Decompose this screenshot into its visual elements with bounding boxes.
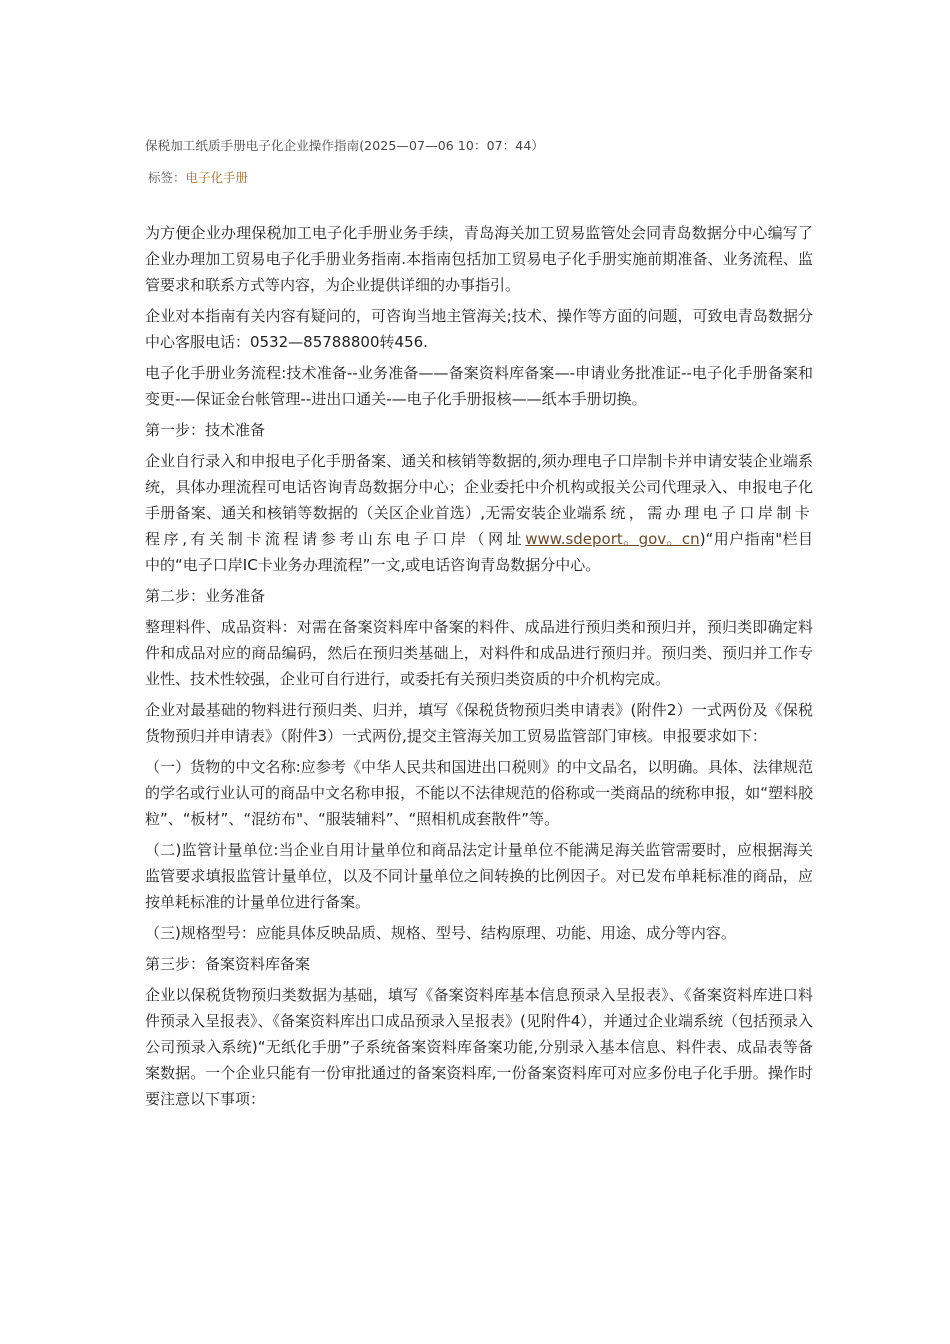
step-3-heading: 第三步：备案资料库备案 bbox=[145, 955, 311, 973]
tags-label: 标签： bbox=[148, 170, 186, 185]
step-1-heading: 第一步：技术准备 bbox=[145, 421, 266, 439]
requirement-2-paragraph: （二)监管计量单位:当企业自用计量单位和商品法定计量单位不能满足海关监管需要时，应根据海关监管要求填报监管计量单位，以及不同计量单位之间转换的比例因子。对已发布单耗标准的商品，应按单耗标准的计量单位进行备案。 bbox=[145, 841, 813, 911]
step-1-text-after: )“用户指南"栏目中的“电子口岸IC卡业务办理流程”一文,或电话咨询青岛数据分中心。 bbox=[145, 530, 813, 574]
step-2-paragraph-1: 整理料件、成品资料：对需在备案资料库中备案的料件、成品进行预归类和预归并，预归类即确定料件和成品对应的商品编码，然后在预归类基础上，对料件和成品进行预归并。预归类、预归并工作专业性、技术性较强，企业可自行进行，或委托有关预归类资质的中介机构完成。 bbox=[145, 618, 813, 688]
requirement-3-paragraph: （三)规格型号：应能具体反映品质、规格、型号、结构原理、功能、用途、成分等内容。 bbox=[145, 924, 736, 942]
step-1-paragraph bbox=[145, 448, 813, 578]
document-title: 保税加工纸质手册电子化企业操作指南(2025—07—06 10：07：44） bbox=[145, 138, 544, 153]
step-3-paragraph: 企业以保税货物预归类数据为基础，填写《备案资料库基本信息预录入呈报表》、《备案资料库进口料件预录入呈报表》、《备案资料库出口成品预录入呈报表》(见附件4），并通过企业端系统（包括预录入公司预录入系统)“无纸化手册”子系统备案资料库备案功能,分别录入基本信息、料件表、成品表等备案数据。一个企业只能有一份审批通过的备案资料库,一份备案资料库可对应多份电子化手册。操作时要注意以下事项： bbox=[145, 986, 813, 1108]
document-body bbox=[145, 220, 813, 1117]
tag-link-electronic-manual[interactable]: 电子化手册 bbox=[185, 170, 249, 185]
step-1-text-before: 企业自行录入和申报电子化手册备案、通关和核销等数据的,须办理电子口岸制卡并申请安装企业端系统，具体办理流程可电话咨询青岛数据分中心；企业委托中介机构或报关公司代理录入、申报电子化手册备案、通关和核销等数据的（关区企业首选）,无需安装企业端 bbox=[145, 452, 813, 522]
tags-row bbox=[148, 168, 248, 186]
contact-paragraph: 企业对本指南有关内容有疑问的，可咨询当地主管海关;技术、操作等方面的问题，可致电青岛数据分中心客服电话：0532—85788800转456. bbox=[145, 307, 813, 351]
workflow-paragraph: 电子化手册业务流程:技术准备--业务准备——备案资料库备案—-申请业务批准证--电子化手册备案和变更-—保证金台帐管理--进出口通关-—电子化手册报核——纸本手册切换。 bbox=[145, 364, 813, 408]
step-2-heading: 第二步：业务准备 bbox=[145, 587, 266, 605]
step-1-text-spaced: 系统，需办理电子口岸制卡程序,有关制卡流程请参考山东电子口岸（网址 bbox=[145, 504, 813, 548]
intro-paragraph: 为方便企业办理保税加工电子化手册业务手续，青岛海关加工贸易监管处会同青岛数据分中心编写了企业办理加工贸易电子化手册业务指南.本指南包括加工贸易电子化手册实施前期准备、业务流程、监管要求和联系方式等内容，为企业提供详细的办事指引。 bbox=[145, 224, 813, 294]
step-2-paragraph-2: 企业对最基础的物料进行预归类、归并，填写《保税货物预归类申请表》(附件2）一式两份及《保税货物预归并申请表》（附件3）一式两份,提交主管海关加工贸易监管部门审核。申报要求如下： bbox=[145, 701, 813, 745]
requirement-1-paragraph: （一）货物的中文名称:应参考《中华人民共和国进出口税则》的中文品名，以明确。具体、法律规范的学名或行业认可的商品中文名称申报，不能以不法律规范的俗称或一类商品的统称申报，如“塑料胶粒”、“板材”、“混纺布"、“服装辅料”、“照相机成套散件”等。 bbox=[145, 758, 813, 828]
sdeport-link[interactable]: www.sdeport。gov。cn bbox=[525, 530, 700, 548]
